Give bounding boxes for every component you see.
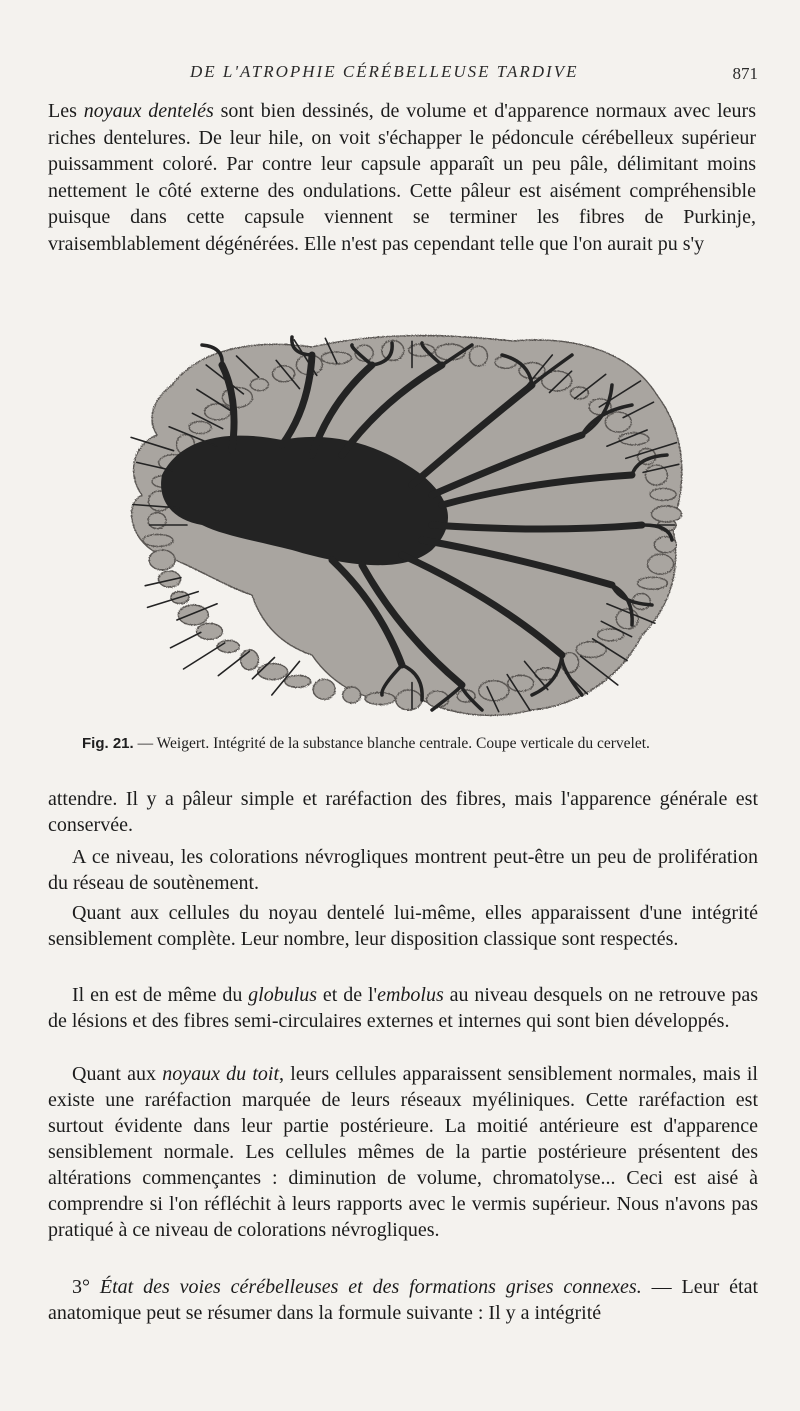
page-number: 871 xyxy=(732,64,758,83)
folium-bump xyxy=(508,675,534,691)
folium-bump xyxy=(258,664,288,680)
term-globulus: globulus xyxy=(248,984,318,1006)
folium-bump xyxy=(396,690,422,710)
section-heading-voies-cerebelleuses: État des voies cérébelleuses et des formations grises connexes. xyxy=(99,1276,642,1298)
term-noyaux-dentelés: noyaux dentelés xyxy=(83,100,214,122)
folium-bump xyxy=(148,513,166,529)
paragraph-noyaux-dentelés: Les noyaux dentelés sont bien dessinés, de volume et d'apparence normaux avec leurs riches dentelures. De leur hile, on voit s'échapper le pédoncule cérébelleux supérieur puissamment coloré. Par contre leur capsule apparaît un peu pâle, délimitant moins nettement le côté externe des ondulations. Cette pâleur est aisément compréhensible puisque dans cette capsule viennent se terminer les fibres de Purkinje, vraisemblablement dégénérées. Elle n'est pas cependant telle que l'on aurait pu s'y xyxy=(48,100,756,255)
folium-bump xyxy=(285,675,311,687)
paragraph-globulus: Il en est de même du globulus et de l'embolus au niveau desquels on ne retrouve pas de lésions et des fibres semi-circulaires externes et internes qui sont bien développés. xyxy=(48,984,758,1032)
folium-bump xyxy=(189,422,211,434)
folium-bump xyxy=(365,693,395,705)
cerebellum-section-illustration xyxy=(112,325,692,725)
running-title: DE L'ATROPHIE CÉRÉBELLEUSE TARDIVE xyxy=(190,62,579,81)
folium-bump xyxy=(313,679,335,699)
folium-bump xyxy=(570,387,588,399)
folium-bump xyxy=(197,623,223,639)
folium-bump xyxy=(241,650,259,670)
folium-bump xyxy=(149,550,175,570)
white-matter-twig xyxy=(171,632,201,647)
folium-bump xyxy=(470,346,488,366)
cerebellum-section-figure xyxy=(112,325,692,725)
term-embolus: embolus xyxy=(377,984,444,1006)
folium-bump xyxy=(178,605,208,625)
folium-bump xyxy=(143,534,173,546)
page-header xyxy=(0,62,800,88)
folium-bump xyxy=(650,488,676,500)
folium-bump xyxy=(251,379,269,391)
folium-bump xyxy=(648,554,674,574)
paragraph-colorations: A ce niveau, les colorations névrogliques montrent peut-être un peu de prolifération du réseau de soutènement. xyxy=(48,846,758,894)
figure-caption xyxy=(82,735,762,753)
folium-bump xyxy=(638,577,668,589)
folium-bump xyxy=(652,506,682,522)
white-matter-twig xyxy=(184,643,225,669)
folium-bump xyxy=(222,387,252,407)
paragraph-noyaux-du-toit: Quant aux noyaux du toit, leurs cellules apparaissent sensiblement normales, mais il existe une raréfaction marquée de leurs réseaux myéliniques. Cette raréfaction est surtout évidente dans leur partie postérieure. La moitié antérieure est d'apparence sensiblement normale. Les cellules mêmes de la partie postérieure présentent des altérations commençantes : diminution de volume, chromatolyse... Ceci est aisé à comprendre si l'on réfléchit à leurs rapports avec le vermis supérieur. Nous n'avons pas pratiqué à ce niveau de colorations névrogliques. xyxy=(48,1063,758,1241)
figure-label: Fig. 21. xyxy=(82,735,134,752)
folium-bump xyxy=(343,687,361,703)
white-matter-branch xyxy=(432,525,642,529)
term-noyaux-du-toit: noyaux du toit xyxy=(162,1063,280,1085)
figure-caption-text: — Weigert. Intégrité de la substance blanche centrale. Coupe verticale du cervelet. xyxy=(133,735,650,752)
paragraph-attendre: attendre. Il y a pâleur simple et raréfaction des fibres, mais l'apparence générale est conservée. xyxy=(48,788,758,836)
paragraph-cellules-noyau: Quant aux cellules du noyau dentelé lui-même, elles apparaissent d'une intégrité sensiblement complète. Leur nombre, leur disposition classique sont respectés. xyxy=(48,902,758,950)
folium-bump xyxy=(205,404,231,420)
paragraph-voies-cerebelleuses: 3° État des voies cérébelleuses et des formations grises connexes. — Leur état anatomique peut se résumer dans la formule suivante : Il y a intégrité xyxy=(48,1276,759,1324)
folium-bump xyxy=(479,681,509,701)
